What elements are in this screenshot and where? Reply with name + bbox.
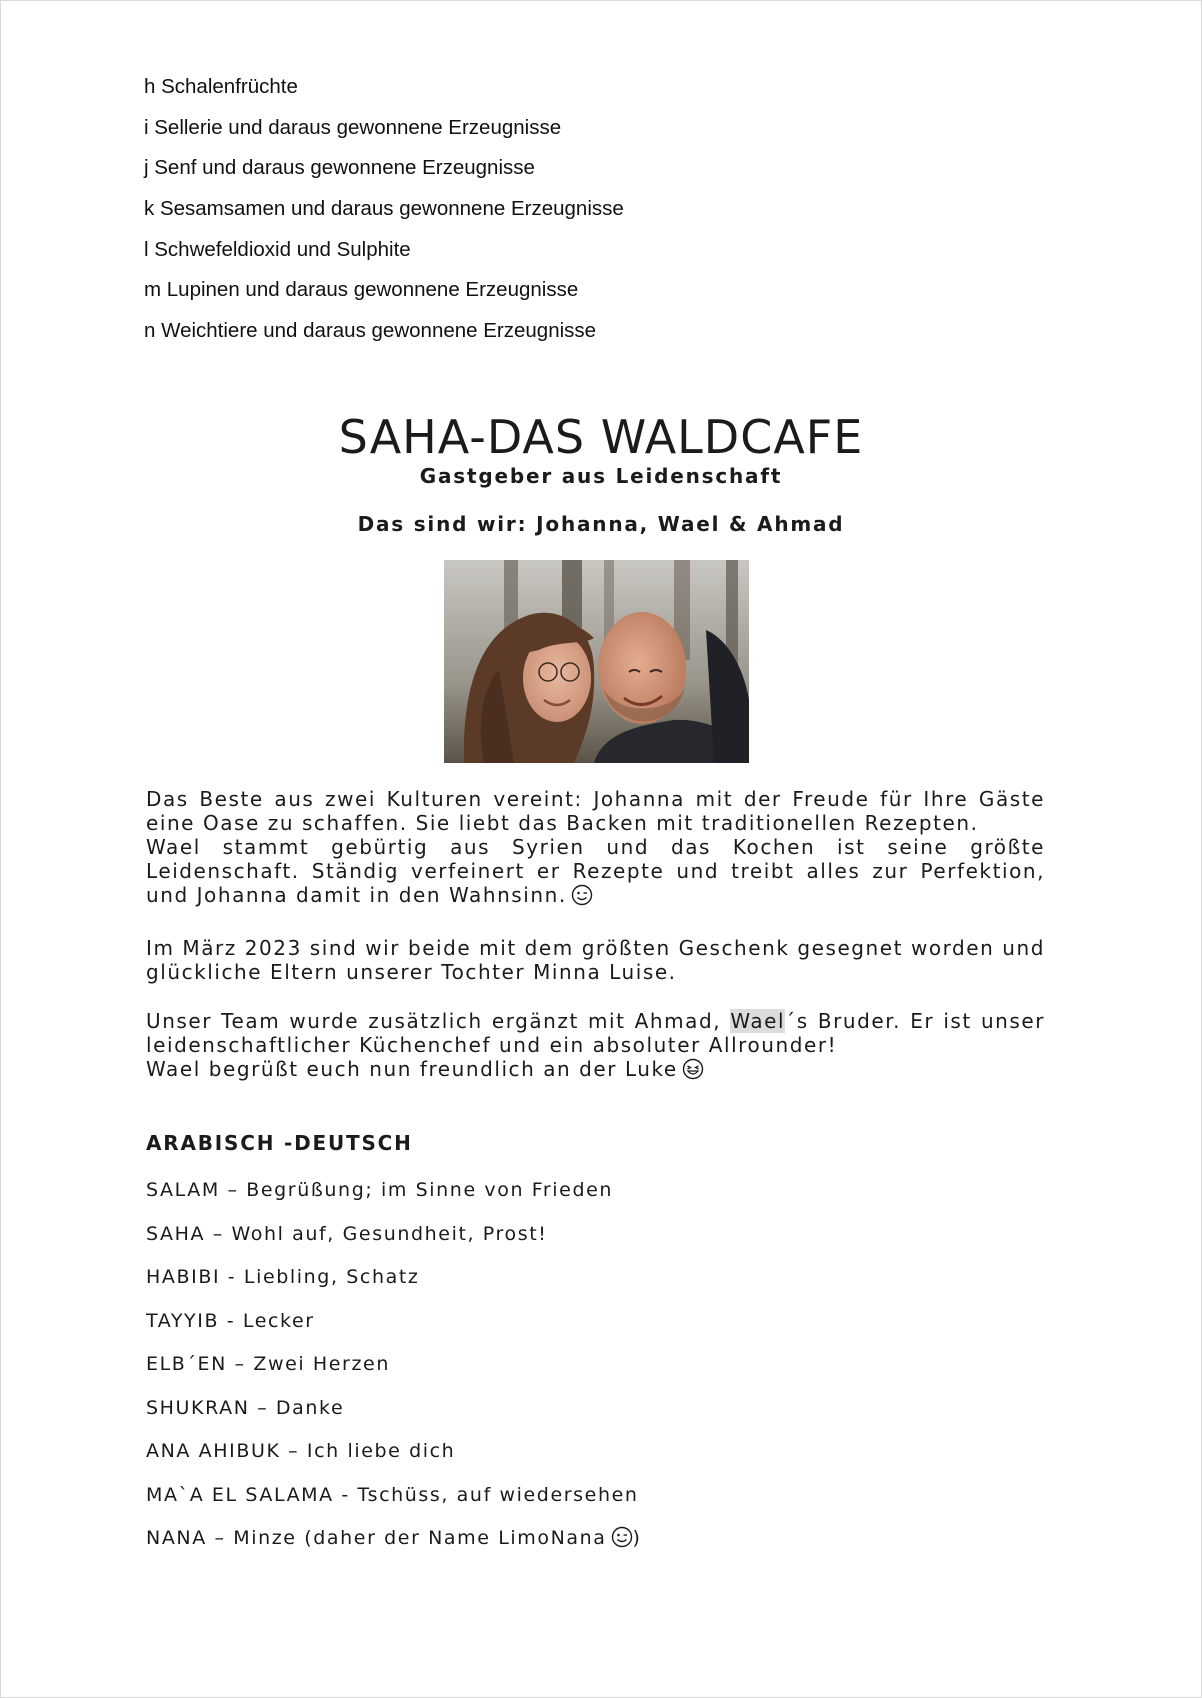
text-fragment: NANA – Minze (daher der Name LimoNana <box>146 1527 607 1549</box>
allergen-item: h Schalenfrüchte <box>144 75 298 98</box>
glossary-item <box>146 1524 642 1568</box>
allergen-item: l Schwefeldioxid und Sulphite <box>144 237 411 261</box>
glossary-item: ANA AHIBUK – Ich liebe dich <box>146 1440 456 1462</box>
glossary-item: TAYYIB - Lecker <box>146 1309 315 1332</box>
text-line: eine Oase zu schaffen. Sie liebt das Backen mit traditionellen Rezepten. <box>146 811 979 835</box>
allergen-item: j Senf und daraus gewonnene Erzeugnisse <box>144 156 535 180</box>
text-line <box>146 883 1045 907</box>
grinning-squinting-face-icon <box>682 1058 704 1080</box>
text-fragment: Unser Team wurde zusätzlich ergänzt mit Ahmad, <box>146 1009 722 1033</box>
glossary-item: HABIBI - Liebling, Schatz <box>146 1266 420 1288</box>
about-paragraph-1 <box>146 787 1045 907</box>
text-line <box>146 1057 1045 1081</box>
highlighted-word: Wael <box>730 1009 786 1033</box>
glossary-heading: ARABISCH -DEUTSCH <box>146 1131 413 1155</box>
text-line: Leidenschaft. Ständig verfeinert er Rezepte und treibt alles zur Perfektion, <box>146 859 1045 883</box>
glossary-item: SALAM – Begrüßung; im Sinne von Frieden <box>146 1179 614 1201</box>
text-fragment: und Johanna damit in den Wahnsinn. <box>146 883 567 907</box>
text-line: Das Beste aus zwei Kulturen vereint: Johanna mit der Freude für Ihre Gäste <box>146 787 1045 811</box>
allergen-item: k Sesamsamen und daraus gewonnene Erzeugnisse <box>144 197 624 221</box>
winking-face-icon <box>611 1526 633 1548</box>
text-fragment: Wael begrüßt euch nun freundlich an der Luke <box>146 1057 678 1081</box>
text-line <box>146 1009 1045 1033</box>
text-fragment: ´s Bruder. Er ist unser <box>785 1009 1045 1033</box>
glossary-item: MA`A EL SALAMA - Tschüss, auf wiedersehen <box>146 1483 639 1506</box>
text-fragment: ) <box>632 1527 642 1549</box>
text-line: glückliche Eltern unserer Tochter Minna Luise. <box>146 960 677 984</box>
glossary-item: SAHA – Wohl auf, Gesundheit, Prost! <box>146 1222 548 1245</box>
allergen-list <box>144 73 624 358</box>
allergen-item: m Lupinen und daraus gewonnene Erzeugnisse <box>144 278 579 302</box>
text-line: leidenschaftlicher Küchenchef und ein absoluter Allrounder! <box>146 1033 838 1057</box>
allergen-item: n Weichtiere und daraus gewonnene Erzeugnisse <box>144 319 597 343</box>
page-subtitle: Gastgeber aus Leidenschaft <box>419 464 783 488</box>
glossary-list <box>146 1176 642 1568</box>
about-paragraph-3 <box>146 1009 1045 1081</box>
team-heading: Das sind wir: Johanna, Wael & Ahmad <box>357 512 845 536</box>
winking-face-icon <box>571 884 593 906</box>
text-line: Im März 2023 sind wir beide mit dem größten Geschenk gesegnet worden und <box>146 936 1045 960</box>
about-paragraph-2 <box>146 936 1045 984</box>
allergen-item: i Sellerie und daraus gewonnene Erzeugnisse <box>144 115 562 139</box>
text-line: Wael stammt gebürtig aus Syrien und das Kochen ist seine größte <box>146 835 1045 859</box>
page-title: SAHA-DAS WALDCAFE <box>338 410 864 464</box>
glossary-item: ELB´EN – Zwei Herzen <box>146 1353 390 1375</box>
glossary-item: SHUKRAN – Danke <box>146 1396 345 1419</box>
team-photo <box>444 560 749 763</box>
